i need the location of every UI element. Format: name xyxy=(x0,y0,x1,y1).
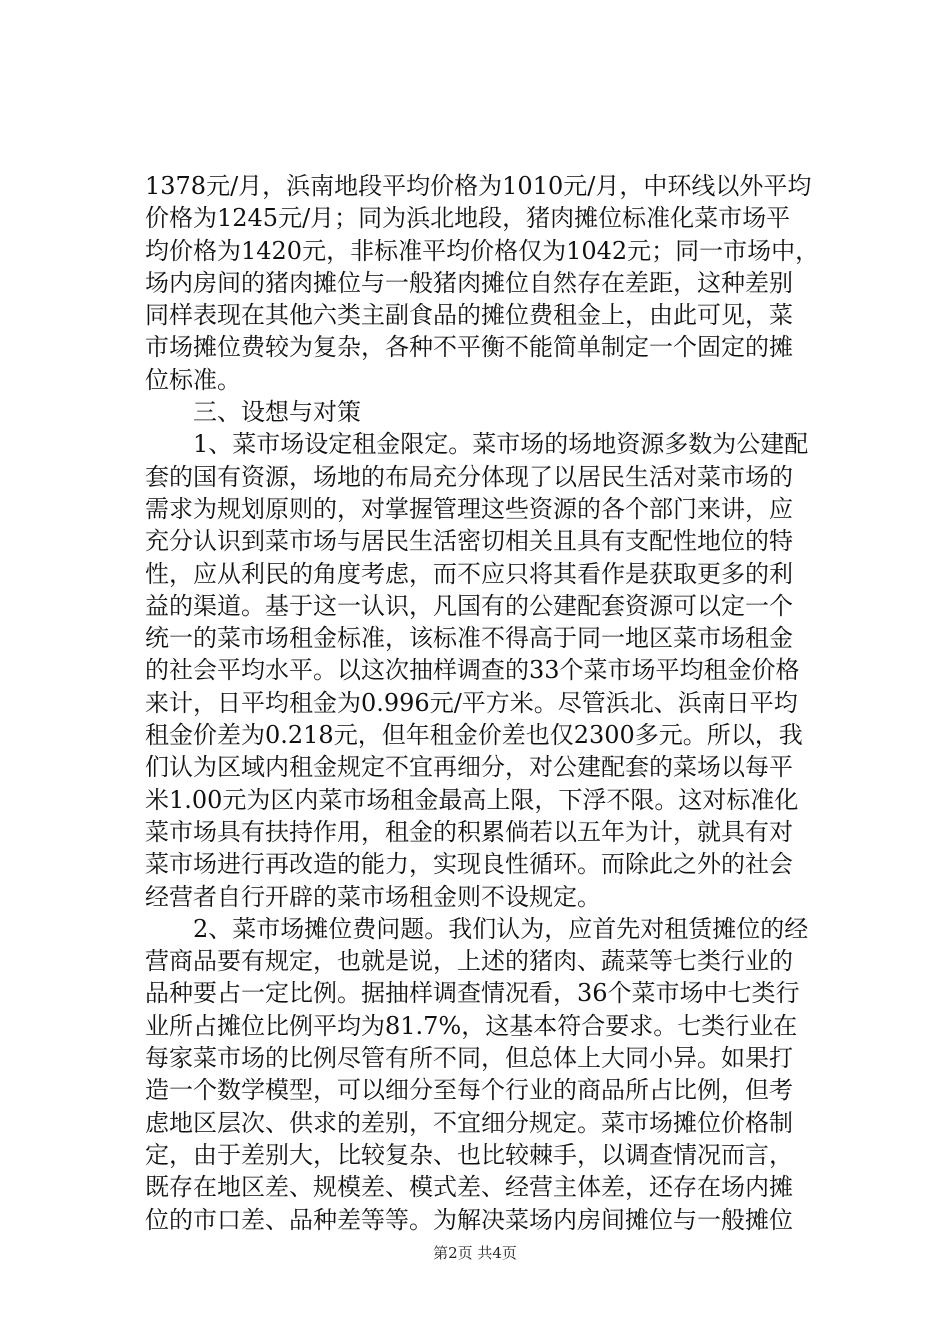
text-line: 1、菜市场设定租金限定。菜市场的场地资源多数为公建配 xyxy=(145,430,809,459)
text-line: 们认为区域内租金规定不宜再细分，对公建配套的菜场以每平 xyxy=(145,753,793,782)
text-line: 需求为规划原则的，对掌握管理这些资源的各个部门来讲，应 xyxy=(145,494,793,523)
text-line: 虑地区层次、供求的差别，不宜细分规定。菜市场摊位价格制 xyxy=(145,1108,793,1137)
text-line: 租金价差为0.218元，但年租金价差也仅2300多元。所以，我 xyxy=(145,721,803,750)
text-line: 益的渠道。基于这一认识，凡国有的公建配套资源可以定一个 xyxy=(145,591,793,620)
text-line: 性，应从利民的角度考虑，而不应只将其看作是获取更多的利 xyxy=(145,559,793,588)
text-line: 场内房间的猪肉摊位与一般猪肉摊位自然存在差距，这种差别 xyxy=(145,268,793,297)
text-line: 菜市场具有扶持作用，租金的积累倘若以五年为计，就具有对 xyxy=(145,817,793,846)
text-line: 2、菜市场摊位费问题。我们认为，应首先对租赁摊位的经 xyxy=(145,914,809,943)
text-line: 价格为1245元/月；同为浜北地段，猪肉摊位标准化菜市场平 xyxy=(145,204,791,233)
text-line: 的社会平均水平。以这次抽样调查的33个菜市场平均租金价格 xyxy=(145,656,800,685)
text-line: 充分认识到菜市场与居民生活密切相关且具有支配性地位的特 xyxy=(145,527,793,556)
text-line: 既存在地区差、规模差、模式差、经营主体差，还存在场内摊 xyxy=(145,1173,793,1202)
text-line: 市场摊位费较为复杂，各种不平衡不能简单制定一个固定的摊 xyxy=(145,333,793,362)
text-line: 每家菜市场的比例尽管有所不同，但总体上大同小异。如果打 xyxy=(145,1044,793,1073)
text-line: 统一的菜市场租金标准，该标准不得高于同一地区菜市场租金 xyxy=(145,624,793,653)
text-line: 均价格为1420元，非标准平均价格仅为1042元；同一市场中， xyxy=(145,236,820,265)
text-line: 业所占摊位比例平均为81.7%，这基本符合要求。七类行业在 xyxy=(145,1011,798,1040)
text-line: 套的国有资源，场地的布局充分体现了以居民生活对菜市场的 xyxy=(145,462,793,491)
text-line: 三、设想与对策 xyxy=(145,398,361,427)
text-line: 1378元/月，浜南地段平均价格为1010元/月，中环线以外平均 xyxy=(145,172,812,200)
body-text xyxy=(145,170,845,1236)
text-line: 位标准。 xyxy=(145,365,241,394)
text-line: 营商品要有规定，也就是说，上述的猪肉、蔬菜等七类行业的 xyxy=(145,947,793,976)
page-footer: 第2页 共4页 xyxy=(433,1244,517,1262)
text-line: 位的市口差、品种差等等。为解决菜场内房间摊位与一般摊位 xyxy=(145,1205,793,1234)
text-line: 同样表现在其他六类主副食品的摊位费租金上，由此可见，菜 xyxy=(145,301,793,330)
text-line: 造一个数学模型，可以细分至每个行业的商品所占比例，但考 xyxy=(145,1076,793,1105)
text-line: 来计，日平均租金为0.996元/平方米。尽管浜北、浜南日平均 xyxy=(145,688,798,717)
text-line: 品种要占一定比例。据抽样调查情况看，36个菜市场中七类行 xyxy=(145,979,800,1008)
text-line: 定，由于差别大，比较复杂、也比较棘手，以调查情况而言， xyxy=(145,1140,793,1169)
text-line: 经营者自行开辟的菜市场租金则不设规定。 xyxy=(145,882,601,911)
text-line: 米1.00元为区内菜市场租金最高上限，下浮不限。这对标准化 xyxy=(145,785,799,814)
text-line: 菜市场进行再改造的能力，实现良性循环。而除此之外的社会 xyxy=(145,850,793,879)
